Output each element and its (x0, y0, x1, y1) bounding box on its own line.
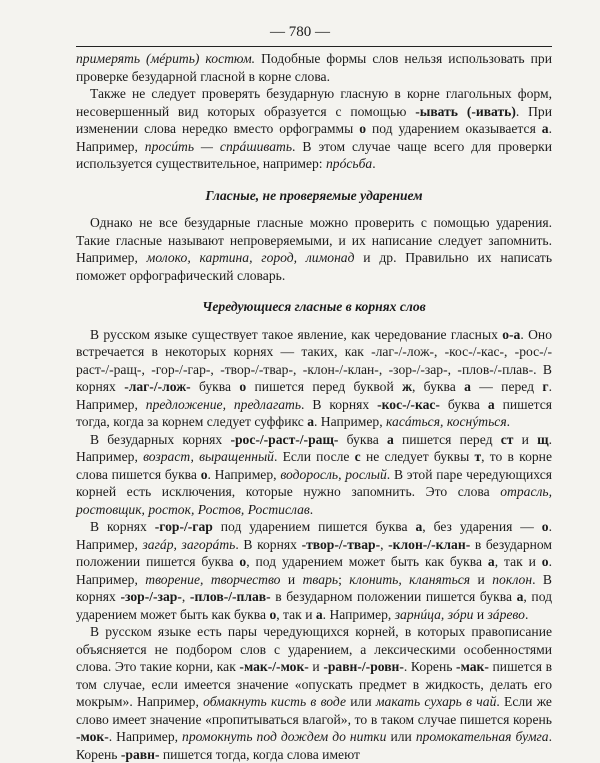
text-run: под ударением пишется буква (212, 519, 416, 534)
bold-term: а (464, 379, 471, 394)
text-run: . Например, (322, 606, 395, 622)
text-run: и (473, 606, 488, 622)
text-run: . Если после (273, 449, 355, 464)
bold-term: -кос-/-кас- (377, 396, 440, 412)
text-run: . Корень (76, 729, 553, 762)
page-body (76, 50, 552, 763)
paragraph (76, 50, 552, 85)
example-text: предложение, предлагать (145, 396, 302, 412)
bold-term: -лаг-/-лож- (124, 379, 191, 394)
example-text: зáрево (487, 606, 525, 622)
bold-term: -гор-/-гар (154, 519, 213, 534)
text-run: — перед (470, 379, 543, 394)
text-run: . Например, (76, 554, 552, 587)
bold-term: о-а (502, 326, 521, 342)
bold-term: о (359, 121, 366, 136)
paragraph (76, 214, 552, 284)
text-run: пишется тогда, когда слова имеют (159, 746, 360, 762)
bold-term: о (239, 554, 247, 569)
example-text: обмакнуть кисть в воде (203, 694, 346, 709)
text-run: и (513, 431, 538, 447)
text-run: не следует буквы (360, 449, 475, 464)
bold-term: о (541, 519, 549, 534)
example-text: зарнúца, зóри (394, 606, 474, 622)
text-run: , под ударением может быть как буква (246, 554, 488, 569)
text-run: , буква (411, 379, 465, 394)
text-run: . В этом случае чаще всего для проверки используется существительное, например: (76, 138, 553, 171)
text-run: . При изменении слова нередко вместо орфограммы (76, 103, 552, 136)
text-run: пишется тогда, когда за корнем следует суффикс (76, 396, 553, 429)
text-run: , то в корне слова пишется буква (76, 449, 552, 482)
bold-term: а (307, 414, 314, 429)
text-run: . Например, (207, 466, 281, 482)
paragraph (76, 518, 552, 623)
text-run: . Например, (76, 519, 552, 552)
text-run: под ударением оказывается (366, 121, 542, 136)
bold-term: -твор-/-твар- (301, 536, 381, 552)
text-run: буква (338, 431, 387, 447)
section-heading: Чередующиеся гласные в корнях слов (202, 299, 426, 314)
text-run: . Например, (108, 729, 183, 744)
text-run: . (524, 606, 529, 622)
text-run: ; (338, 571, 350, 587)
bold-term: -мак-/-мок- (239, 659, 309, 674)
example-text: молоко, картина, город, лимонад (146, 250, 355, 265)
bold-term: о (200, 466, 208, 482)
example-text: примерять (мéрить) костюм. (76, 51, 256, 66)
text-run: . В корнях (235, 536, 302, 552)
text-run: Однако не все безударные гласные можно проверить с помощью ударения. Такие гласные называют непроверяемыми, и их написание следует запомнить. Например, (76, 215, 552, 265)
bold-term: а (516, 589, 524, 604)
bold-term: ж (402, 379, 412, 394)
text-run: , так и (494, 554, 542, 569)
example-text: загáр, загорáть (142, 536, 236, 552)
bold-term: -зор-/-зар- (120, 589, 182, 604)
example-text: водоросль, рослый (280, 466, 387, 482)
bold-term: о (239, 379, 247, 394)
paragraph (76, 623, 552, 763)
text-run: . В корнях (76, 571, 552, 604)
text-run: пишется перед буквой (246, 379, 403, 394)
bold-term: а (541, 121, 549, 136)
text-run: , (380, 536, 389, 552)
example-text: прóсьба (325, 156, 373, 171)
text-run: в безударном положении пишется буква (270, 589, 517, 604)
text-run: , так и (276, 606, 316, 622)
text-run: В русском языке есть пары чередующихся корней, в которых правописание объясняется не подбором слов с ударением, а лексическими особенностями слова. Это такие корни, как (76, 624, 552, 674)
bold-term: т (474, 449, 482, 464)
text-run: . (309, 501, 314, 517)
text-run: . Если же слово имеет значение «пропитываться влагой», то в таком случае пишется корень (76, 694, 552, 727)
paragraph (76, 431, 552, 519)
example-text: просúть — спрáшивать (144, 138, 293, 154)
example-text: твaрь (302, 571, 339, 587)
text-run: и (280, 571, 303, 587)
bold-term: с (354, 449, 361, 464)
text-run: и (470, 571, 493, 587)
text-run: пишется перед (393, 431, 501, 447)
text-run: , (181, 589, 190, 604)
header-rule (76, 46, 552, 47)
bold-term: ст (500, 431, 514, 447)
bold-term: -мок- (76, 729, 109, 744)
example-text: поклон (492, 571, 533, 587)
text-run: . Например, (76, 121, 552, 154)
bold-term: о (269, 606, 277, 622)
text-run: В безударных корнях (90, 431, 231, 447)
text-run: . Например, (76, 431, 553, 464)
paragraph (76, 85, 552, 173)
text-run: , под ударением может быть как буква (76, 589, 553, 622)
text-run: . В корнях (301, 396, 378, 412)
section-heading: Гласные, не проверяемые ударением (205, 187, 423, 203)
text-run: пишется в том случае, если имеется значение «опускать предмет в жидкость, делать его мокрым». Например, (76, 659, 552, 709)
bold-term: -плов-/-плав- (189, 589, 271, 604)
bold-term: а (415, 519, 423, 534)
paragraph (76, 326, 552, 431)
bold-term: -мак- (456, 659, 489, 674)
bold-term: -клон-/-клан- (388, 536, 471, 552)
text-run: В корнях (90, 519, 155, 534)
bold-term: -равн-/-ровн- (323, 659, 404, 674)
text-run: и (308, 659, 324, 674)
example-text: отрасль, ростовщик, росток, Ростов, Ростислав (76, 484, 552, 517)
text-run: . Например, (313, 414, 387, 429)
text-run: . В этой паре чередующихся корней есть исключения, которые нужно запомнить. Это слова (76, 466, 552, 499)
example-text: касáться, коснýться (386, 414, 507, 429)
text-run: , без ударения — (422, 519, 542, 534)
text-run: и др. Правильно их написать поможет орфографический словарь. (76, 250, 553, 283)
page-number: — 780 — (270, 24, 330, 40)
example-text: возраст, выращенный (143, 449, 274, 464)
example-text: макать сухарь в чай (375, 694, 497, 709)
text-run: . (372, 156, 376, 171)
bold-term: о (541, 554, 549, 569)
text-run: в безударном положении пишется буква (76, 536, 553, 569)
text-run: . Корень (403, 659, 457, 674)
bold-term: а (487, 554, 495, 569)
text-run: Подобные формы слов нельзя использовать при проверке безударной гласной в корне слова. (76, 51, 552, 84)
example-text: промокательная бумга (415, 729, 549, 744)
bold-term: -рос-/-раст-/-ращ- (230, 431, 339, 447)
bold-term: щ (537, 431, 549, 447)
text-run: или (386, 729, 416, 744)
bold-term: а (386, 431, 394, 447)
bold-term: -ывать (-ивать) (415, 103, 516, 119)
bold-term: а (487, 396, 495, 412)
text-run: буква (439, 396, 488, 412)
text-run: Также не следует проверять безударную гласную в корне глагольных форм, несовершенный вид которых образуется с помощью (76, 86, 552, 119)
example-text: промокнуть под дождем до нитки (182, 729, 387, 744)
example-text: клонить, кланяться (349, 571, 471, 587)
bold-term: а (315, 606, 323, 622)
text-run: или (346, 694, 376, 709)
text-run: . Например, (76, 379, 552, 412)
text-run: В русском языке существует такое явление, как чередование гласных (90, 326, 503, 342)
bold-term: г (542, 379, 549, 394)
text-run: . Оно встречается в некоторых корнях — таких, как -лаг-/-лож-, -кос-/-кас-, -рос-/-раст-/-ращ-, -гор-/-гар-, -твор-/-твар-, -клон-/-клан-, -зор-/-зар-, -плов-/-плав-. В корнях (76, 326, 552, 394)
text-run: буква (190, 379, 240, 394)
bold-term: -равн- (120, 746, 160, 762)
text-run: . (506, 414, 511, 429)
example-text: творение, творчество (145, 571, 281, 587)
